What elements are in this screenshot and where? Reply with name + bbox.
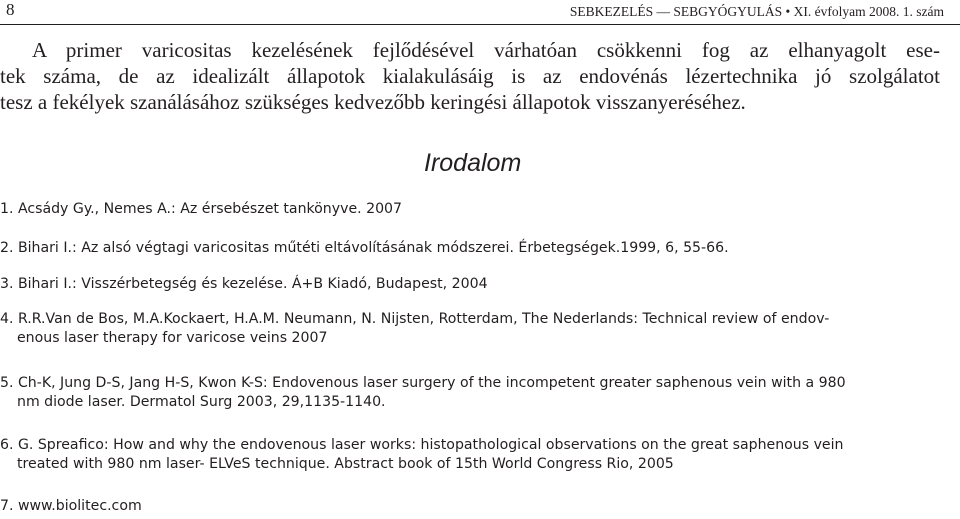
reference-line: 7. www.biolitec.com [0,498,142,514]
reference-line: treated with 980 nm laser- ELVeS technique. Abstract book of 15th World Congress Rio, 2005 [17,456,674,472]
page-number: 8 [6,0,15,19]
reference-line: 3. Bihari I.: Visszérbetegség és kezelése. Á+B Kiadó, Budapest, 2004 [0,276,488,292]
reference-item [0,239,955,258]
reference-item [0,497,955,516]
paragraph-line: tek száma, de az idealizált állapotok kialakulásáig is az endovénás lézertechnika jó szolgálatot [0,64,940,88]
paragraph-line: A primer varicositas kezelésének fejlődésével várhatóan csökkenni fog az elhanyagolt ese- [32,38,940,62]
references-heading: Irodalom [424,149,522,177]
reference-line: enous laser therapy for varicose veins 2007 [17,330,328,346]
reference-item [0,436,955,474]
reference-line: 1. Acsády Gy., Nemes A.: Az érsebészet tankönyve. 2007 [0,201,403,217]
reference-item [0,275,955,294]
paragraph-line: tesz a fekélyek szanálásához szükséges kedvezőbb keringési állapotok visszanyeréséhez. [0,90,746,114]
reference-line: 5. Ch-K, Jung D-S, Jang H-S, Kwon K-S: Endovenous laser surgery of the incompetent greater saphenous vein with a 980 [0,375,846,391]
reference-item [0,310,955,348]
body-paragraph [0,37,940,115]
reference-item [0,374,955,412]
reference-line: 4. R.R.Van de Bos, M.A.Kockaert, H.A.M. Neumann, N. Nijsten, Rotterdam, The Nederlands: Technical review of endov- [0,311,830,327]
running-head: SEBKEZELÉS — SEBGYÓGYULÁS • XI. évfolyam 2008. 1. szám [569,4,944,19]
reference-line: nm diode laser. Dermatol Surg 2003, 29,1135-1140. [17,394,386,410]
header-rule [0,24,960,25]
reference-item [0,200,955,219]
reference-line: 2. Bihari I.: Az alsó végtagi varicositas műtéti eltávolításának módszerei. Érbetegségek.1999, 6, 55-66. [0,240,729,256]
reference-line: 6. G. Spreafico: How and why the endovenous laser works: histopathological observations on the great saphenous vein [0,437,844,453]
